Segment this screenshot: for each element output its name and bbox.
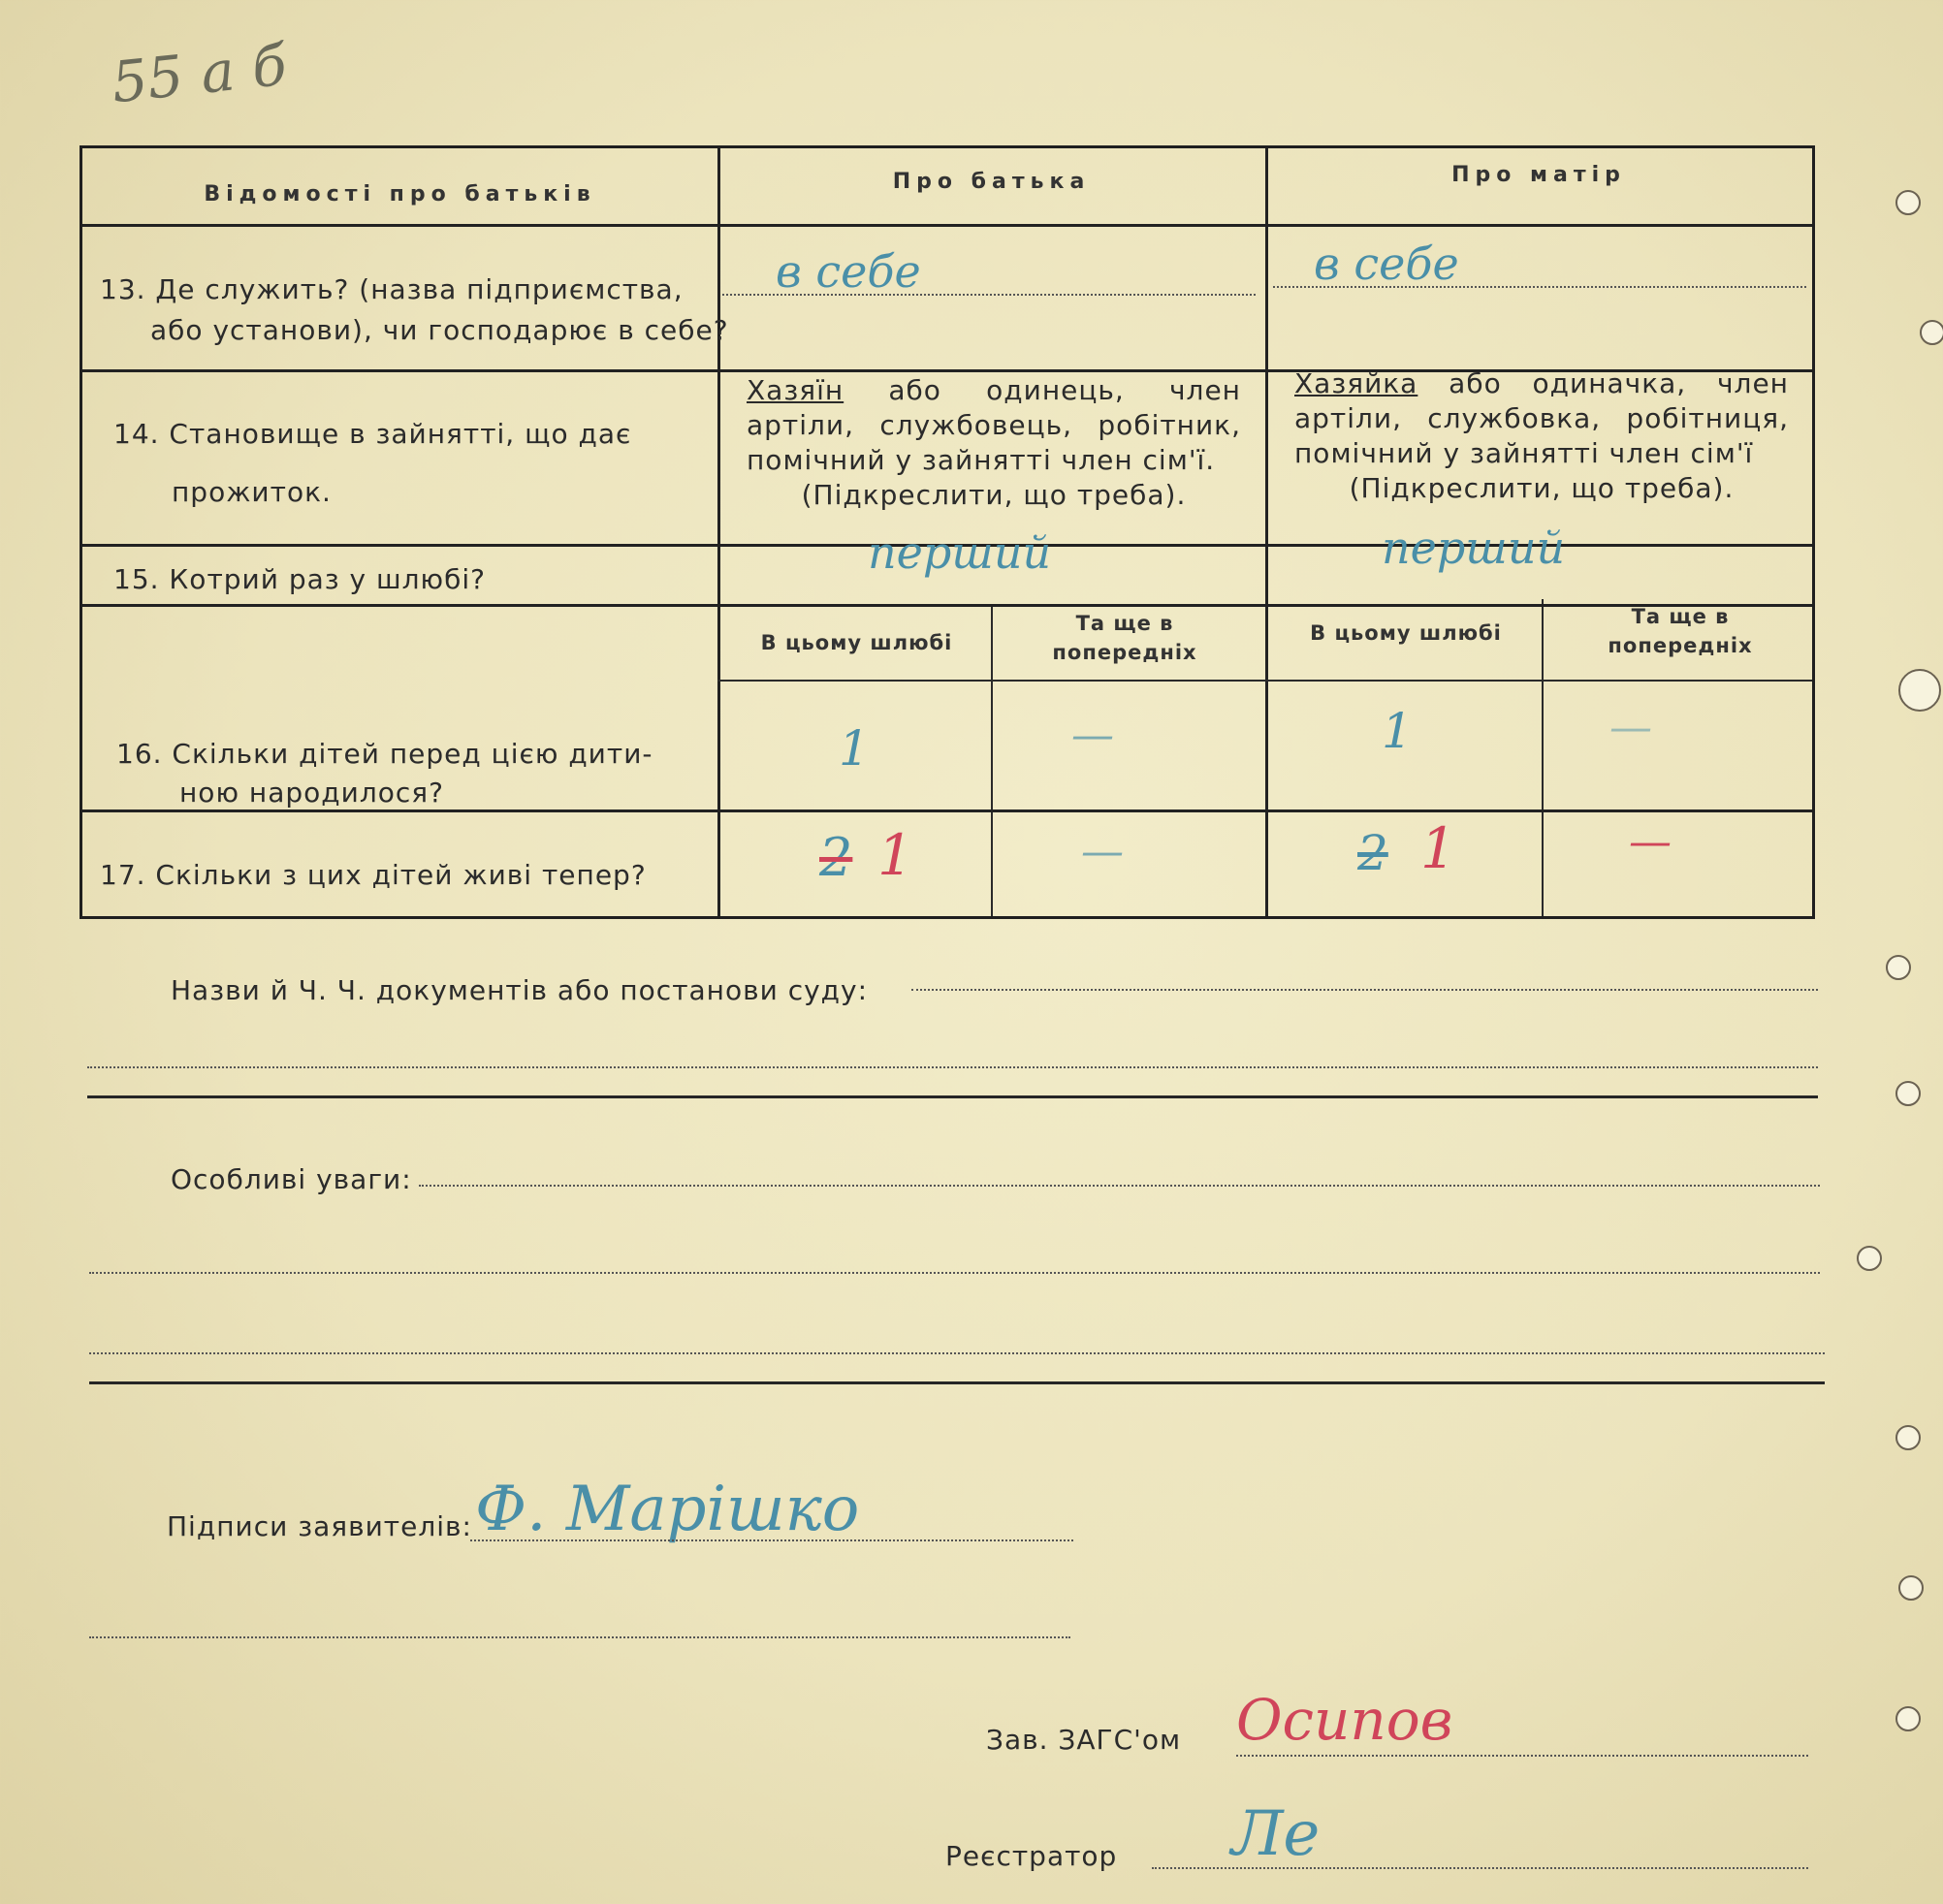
remarks-section-rule [89, 1381, 1825, 1384]
row17-mother-this-struck: 2 [1357, 825, 1388, 881]
row16-label-line2: ною народилося? [179, 777, 444, 809]
row16-father-prev-header: Та ще в попередніх [1052, 612, 1197, 664]
row14-mother-options [1294, 366, 1789, 506]
binding-hole [1920, 320, 1943, 345]
binding-hole [1895, 190, 1921, 215]
header-mother: Про матір [1451, 163, 1626, 187]
row14-father-note: (Підкреслити, що треба). [801, 479, 1187, 511]
row14-label-line1: 14. Становище в зайнятті, що дає [113, 418, 632, 450]
binding-hole [1895, 1425, 1921, 1450]
archive-number: 55 а б [108, 31, 290, 116]
applicants-line [470, 1539, 1073, 1541]
table-subheader-divider [717, 680, 1812, 682]
head-label: Зав. ЗАГС'ом [986, 1724, 1182, 1756]
row14-father-options [747, 373, 1241, 513]
binding-hole [1895, 1081, 1921, 1106]
row16-mother-prev: — [1609, 703, 1652, 752]
row17-father-prev: — [1081, 827, 1124, 876]
table-col-divider [717, 148, 720, 916]
row16-mother-this: 1 [1382, 703, 1413, 759]
remarks-line [89, 1352, 1825, 1354]
row14-mother-note: (Підкреслити, що треба). [1349, 472, 1735, 504]
row15-mother-answer: перший [1382, 522, 1566, 574]
table-subcol-divider [1542, 599, 1544, 916]
applicants-line [89, 1636, 1070, 1638]
binding-hole [1886, 955, 1911, 980]
row13-label-line2: або установи), чи господарює в себе? [150, 314, 729, 346]
row13-mother-answer: в себе [1314, 238, 1459, 290]
table-subcol-divider [991, 604, 993, 916]
row14-father-rest: або одинець, член артіли, службовець, робітник, помічний у зайнятті член сім'ї. [747, 374, 1241, 476]
header-parents-info: Відомості про батьків [204, 182, 596, 206]
parents-info-table [80, 145, 1815, 919]
head-signature: Осипов [1236, 1687, 1453, 1753]
header-father: Про батька [892, 170, 1091, 194]
binding-hole [1898, 1575, 1924, 1601]
row15-father-answer: перший [868, 526, 1052, 579]
applicant-signature: Ф. Марішко [475, 1474, 860, 1545]
head-line [1236, 1755, 1808, 1757]
row13-label-line1: 13. Де служить? (назва підприємства, [100, 273, 684, 305]
row17-mother-prev: — [1629, 817, 1672, 867]
remarks-line [419, 1185, 1820, 1187]
row14-father-underlined: Хазяїн [747, 374, 844, 406]
remarks-line [89, 1272, 1820, 1274]
applicants-label: Підписи заявителів: [167, 1510, 472, 1542]
binding-hole [1895, 1706, 1921, 1731]
registrar-line [1152, 1867, 1808, 1869]
row17-father-this: 1 [877, 822, 913, 888]
row16-mother-prev-header: Та ще в попередніх [1608, 605, 1753, 657]
docs-label: Назви й Ч. Ч. документів або постанови суду: [171, 974, 869, 1006]
remarks-label: Особливі уваги: [171, 1163, 412, 1195]
table-row-divider [82, 604, 1812, 607]
row16-father-prev: — [1071, 711, 1114, 760]
row17-mother-this: 1 [1420, 815, 1456, 881]
row16-mother-this-header: В цьому шлюбі [1310, 621, 1502, 645]
row14-mother-underlined: Хазяйка [1294, 367, 1418, 399]
row14-mother-rest: або одиначка, член артіли, службовка, робітниця, помічний у зайнятті член сім'ї [1294, 367, 1789, 469]
registrar-signature: Ле [1231, 1798, 1321, 1870]
row13-father-answer: в себе [776, 245, 921, 298]
row16-father-this: 1 [839, 720, 870, 777]
row14-label-line2: прожиток. [172, 476, 332, 508]
docs-section-rule [87, 1095, 1818, 1098]
registrar-label: Реєстратор [945, 1840, 1118, 1872]
row17-label: 17. Скільки з цих дітей живі тепер? [100, 859, 647, 891]
table-row-divider [82, 224, 1812, 227]
binding-hole [1857, 1246, 1882, 1271]
docs-line [87, 1066, 1818, 1068]
binding-hole [1898, 669, 1941, 712]
docs-line [911, 989, 1818, 991]
row16-father-this-header: В цьому шлюбі [760, 631, 953, 654]
table-col-divider [1265, 148, 1268, 916]
row16-label-line1: 16. Скільки дітей перед цією дити- [116, 738, 653, 770]
row15-label: 15. Котрий раз у шлюбі? [113, 563, 487, 595]
row17-father-this-struck: 2 [819, 827, 853, 888]
